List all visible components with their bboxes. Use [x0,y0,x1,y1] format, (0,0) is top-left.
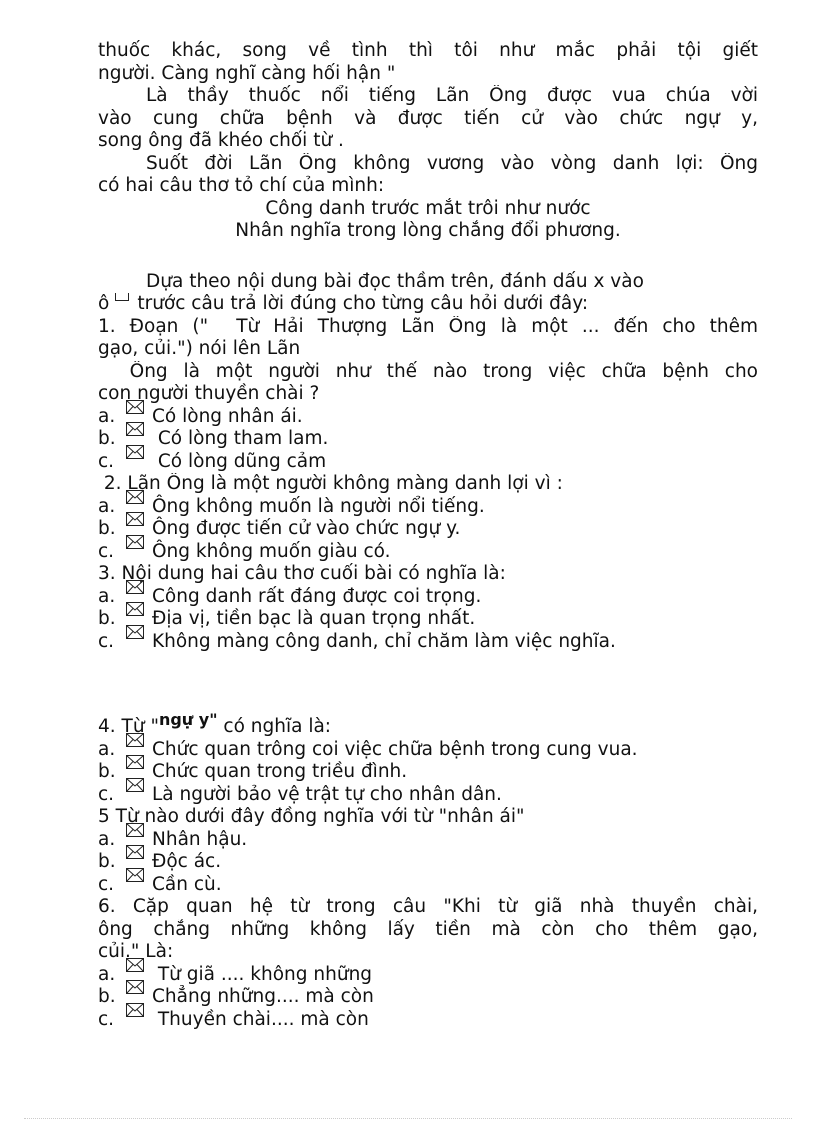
option-letter: c. [98,540,115,562]
question-4-suffix: có nghĩa là: [217,716,332,738]
answer-option [98,608,758,631]
option-letter: b. [98,986,116,1008]
option-text: Chức quan trong triều đình. [152,761,408,783]
option-letter: c. [98,1008,115,1030]
spacer [98,653,758,709]
checkbox-icon[interactable] [126,843,144,857]
checkbox-icon[interactable] [126,600,144,614]
checkbox-icon[interactable] [126,443,144,457]
option-letter: a. [98,495,116,517]
option-letter: a. [98,738,116,760]
questions-list [98,316,758,654]
passage-line: thuốc khác, song về tình thì tôi như mắc phải tội giết [98,40,758,61]
passage-line: Suốt đời Lãn Ông không vương vào vòng danh lợi: Ông [146,152,758,174]
checkbox-icon[interactable] [126,623,144,637]
question-6-line: củi." Là: [98,941,174,963]
instruction-prefix: ô [98,293,110,314]
checkbox-icon[interactable] [126,956,144,970]
instruction-line: Dựa theo nội dung bài đọc thầm trên, đánh dấu x vào [146,270,644,292]
option-letter: b. [98,428,116,449]
poem-line: Nhân nghĩa trong lòng chẳng đổi phương. [235,220,621,241]
answer-option [98,829,758,852]
answer-option [98,739,758,762]
option-text: Địa vị, tiền bạc là quan trọng nhất. [152,608,476,629]
passage-line: song ông đã khéo chối từ . [98,130,344,151]
option-text: Ông không muốn là người nổi tiếng. [152,495,485,517]
option-text: Độc ác. [152,851,222,873]
question-line: 1. Đoạn (" Từ Hải Thượng Lãn Ông là một ... đến cho thêm [98,315,758,337]
answer-option [98,518,758,541]
option-letter: a. [98,828,116,850]
question-line: 3. Nội dung hai câu thơ cuối bài có nghĩa là: [98,563,506,584]
question-line: gạo, củi.") nói lên Lãn [98,338,301,359]
checkbox-icon[interactable] [126,776,144,790]
answer-option [98,428,758,451]
option-letter: c. [98,450,115,472]
answer-option [98,586,758,609]
answer-option [98,1009,758,1032]
question-4-keyword: ngự y" [158,710,218,729]
option-letter: b. [98,518,116,539]
checkbox-icon[interactable] [126,488,144,502]
option-text: Là người bảo vệ trật tự cho nhân dân. [152,783,502,805]
option-text: Ông không muốn giàu có. [152,540,391,562]
question-6-line: ông chẳng những không lấy tiền mà còn cho thêm gạo, [98,918,758,940]
checkbox-icon[interactable] [126,1001,144,1015]
page-bottom-rule [24,1118,792,1119]
checkbox-icon[interactable] [126,578,144,592]
passage-line: người. Càng nghĩ càng hối hận " [98,62,396,84]
answer-option [98,496,758,519]
document-page [98,40,758,1031]
option-letter: c. [98,873,115,895]
answer-option [98,874,758,897]
option-letter: b. [98,608,116,629]
instruction-line [98,293,758,316]
answer-option [98,631,758,654]
option-text: Có lòng dũng cảm [152,450,327,472]
question-6-line: 6. Cặp quan hệ từ trong câu "Khi từ giã nhà thuyền chài, [98,896,758,918]
answer-option [98,986,758,1009]
answer-option [98,964,758,987]
option-text: Không màng công danh, chỉ chăm làm việc nghĩa. [152,630,616,652]
question-4-line [98,709,758,739]
question-4-prefix: 4. Từ " [98,716,159,738]
option-letter: b. [98,761,116,783]
option-text: Chức quan trông coi việc chữa bệnh trong cung vua. [152,738,638,760]
option-text: Cần cù. [152,873,222,895]
option-letter: a. [98,405,116,427]
question-4-options [98,739,758,807]
instruction-text: trước câu trả lời đúng cho từng câu hỏi dưới đây: [137,293,589,314]
answer-option [98,451,758,474]
checkbox-icon[interactable] [126,398,144,412]
option-letter: b. [98,851,116,873]
option-text: Từ giã .... không những [152,963,373,985]
answer-option [98,784,758,807]
option-letter: a. [98,585,116,607]
option-text: Ông được tiến cử vào chức ngự y. [152,518,461,539]
passage-line: Là thầy thuốc nổi tiếng Lãn Ông được vua chúa vời [146,85,758,106]
checkbox-icon[interactable] [126,821,144,835]
question-5-options [98,829,758,897]
checkbox-icon[interactable] [126,510,144,524]
answer-option [98,406,758,429]
checkbox-icon[interactable] [126,753,144,767]
checkbox-icon[interactable] [126,978,144,992]
answer-option [98,851,758,874]
checkbox-icon[interactable] [126,866,144,880]
passage-line: vào cung chữa bệnh và được tiến cử vào chức ngự y, [98,107,758,129]
checkbox-icon[interactable] [126,731,144,745]
option-text: Có lòng tham lam. [152,428,329,449]
checkbox-icon [115,293,129,301]
option-letter: a. [98,963,116,985]
checkbox-icon[interactable] [126,533,144,547]
question-line: 2. Lãn Ông là một người không màng danh lợi vì : [98,473,563,494]
option-text: Nhân hậu. [152,828,248,850]
question-6-options [98,964,758,1032]
question-line: con người thuyền chài ? [98,383,320,404]
option-text: Chẳng những.... mà còn [152,986,374,1008]
poem-line: Công danh trước mắt trôi như nước [265,197,591,219]
question-5-line: 5 Từ nào dưới đây đồng nghĩa với từ "nhân ái" [98,806,525,828]
option-letter: c. [98,630,115,652]
answer-option [98,541,758,564]
passage-line: có hai câu thơ tỏ chí của mình: [98,175,385,196]
question-line: Ông là một người như thế nào trong việc chữa bệnh cho [98,360,758,382]
option-text: Có lòng nhân ái. [152,405,303,427]
option-text: Công danh rất đáng được coi trọng. [152,585,482,607]
answer-option [98,761,758,784]
option-text: Thuyền chài.... mà còn [152,1008,369,1030]
spacer [98,243,758,271]
option-letter: c. [98,783,115,805]
checkbox-icon[interactable] [126,420,144,434]
